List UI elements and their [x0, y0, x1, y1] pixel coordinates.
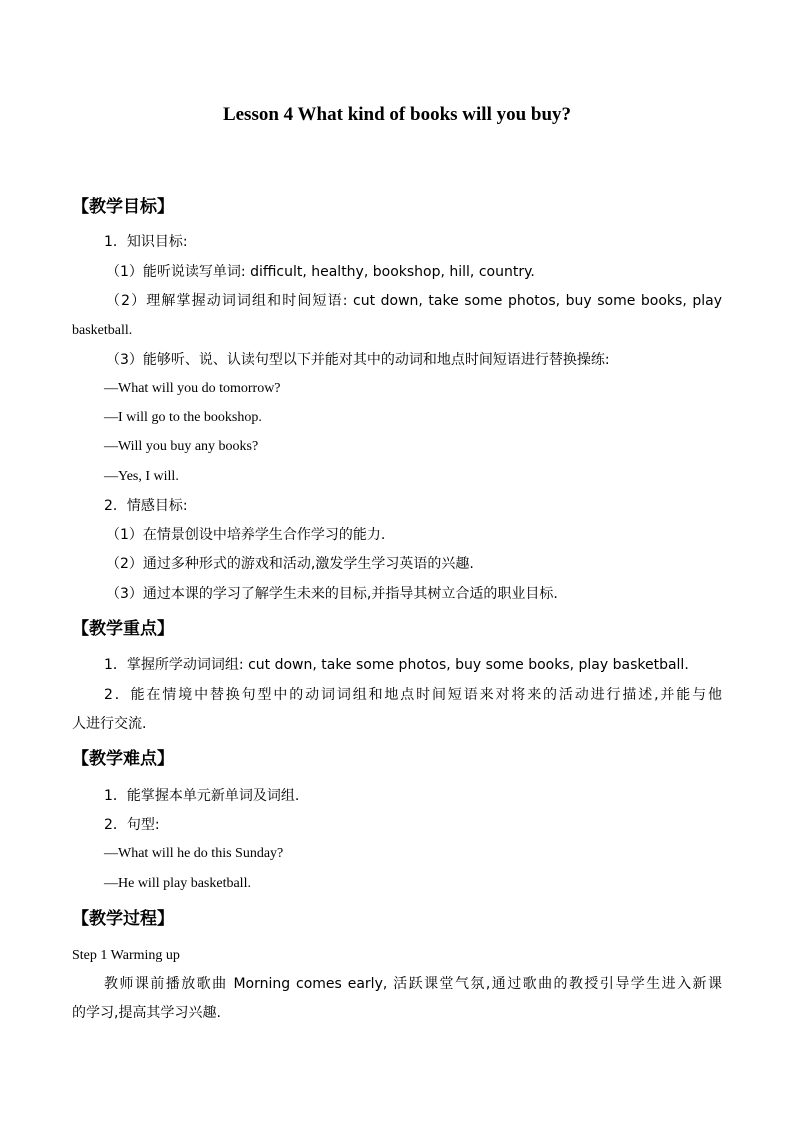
dialog-line: —Will you buy any books?	[104, 439, 259, 454]
dialog-line: —He will play basketball.	[104, 876, 251, 891]
dialog-line: —I will go to the bookshop.	[104, 410, 262, 425]
key-point-2-line-2: 人进行交流.	[72, 716, 147, 732]
heading-difficulties: 【教学难点】	[72, 749, 174, 769]
dialog-line: —What will he do this Sunday?	[104, 846, 284, 861]
emotion-item-3: （3）通过本课的学习了解学生未来的目标,并指导其树立合适的职业目标.	[106, 586, 558, 602]
step-1-paragraph-line-1: 教师课前播放歌曲 Morning comes early, 活跃课堂气氛,通过歌曲的教授引导学生进入新课	[104, 976, 722, 992]
dialog-line: —Yes, I will.	[104, 469, 179, 484]
step-1-paragraph-line-2: 的学习,提高其学习兴趣.	[72, 1005, 221, 1021]
difficulty-item-2: 2．句型:	[104, 817, 160, 833]
step-1-title: Step 1 Warming up	[72, 948, 180, 963]
difficulty-item-1: 1．能掌握本单元新单词及词组.	[104, 788, 300, 804]
objective-item-3: （3）能够听、说、认读句型以下并能对其中的动词和地点时间短语进行替换操练:	[106, 352, 610, 368]
objective-item-1: （1）能听说读写单词: difficult, healthy, bookshop, hill, country.	[106, 264, 535, 280]
emotion-item-2: （2）通过多种形式的游戏和活动,激发学生学习英语的兴趣.	[106, 556, 474, 572]
key-point-1: 1．掌握所学动词词组: cut down, take some photos, buy some books, play basketball.	[104, 657, 689, 673]
emotion-item-1: （1）在情景创设中培养学生合作学习的能力.	[106, 527, 386, 543]
key-point-2-line-1: 2．能在情境中替换句型中的动词词组和地点时间短语来对将来的活动进行描述,并能与他	[104, 687, 722, 703]
knowledge-label: 1．知识目标:	[104, 234, 188, 250]
objective-item-2-line-1: （2）理解掌握动词词组和时间短语: cut down, take some photos, buy some books, play	[106, 293, 722, 309]
dialog-line: —What will you do tomorrow?	[104, 381, 281, 396]
lesson-title: Lesson 4 What kind of books will you buy?	[222, 104, 572, 125]
emotion-label: 2．情感目标:	[104, 498, 188, 514]
heading-process: 【教学过程】	[72, 909, 174, 929]
heading-key-points: 【教学重点】	[72, 619, 174, 639]
objective-item-2-line-2: basketball.	[72, 323, 133, 338]
heading-objectives: 【教学目标】	[72, 197, 174, 217]
